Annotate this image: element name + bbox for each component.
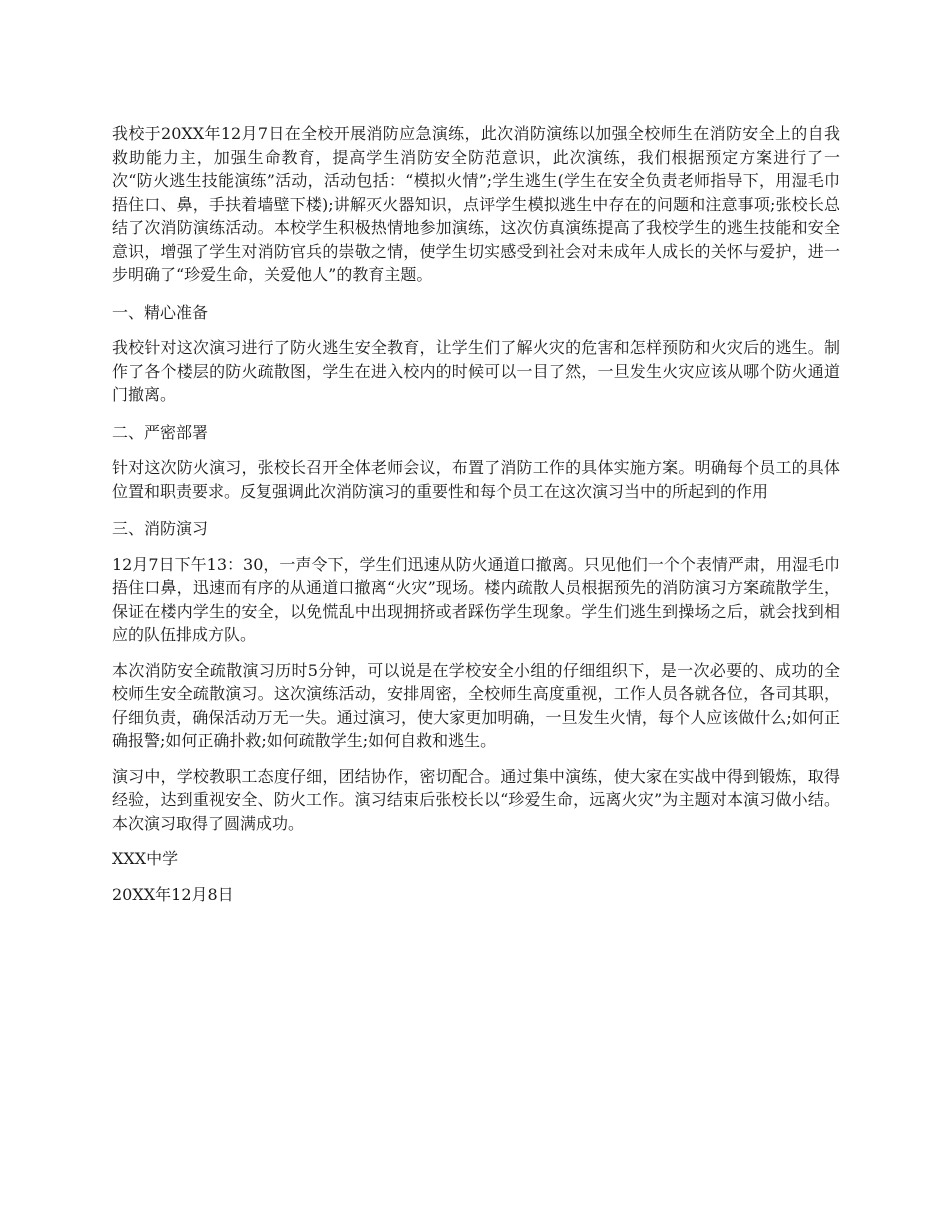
- signature-date: 20XX年12月8日: [112, 884, 234, 904]
- section-text-preparation: 我校针对这次演习进行了防火逃生安全教育，让学生们了解火灾的危害和怎样预防和火灾后的逃生。制作了各个楼层的防火疏散图，学生在进入校内的时候可以一目了然，一旦发生火灾应该从哪个防火通道门撤离。: [112, 338, 840, 404]
- section-heading-preparation: 一、精心准备: [112, 302, 209, 322]
- intro-paragraph: 我校于20XX年12月7日在全校开展消防应急演练，此次消防演练以加强全校师生在消防安全上的自我救助能力主，加强生命教育，提高学生消防安全防范意识，此次演练，我们根据预定方案进行了一次“防火逃生技能演练”活动，活动包括：“模拟火情”;学生逃生(学生在安全负责老师指导下，用湿毛巾捂住口、鼻，手扶着墙壁下楼);讲解灭火器知识，点评学生模拟逃生中存在的问题和注意事项;张校长总结了次消防演练活动。本校学生积极热情地参加演练，这次仿真演练提高了我校学生的逃生技能和安全意识，增强了学生对消防官兵的崇敬之情，使学生切实感受到社会对未成年人成长的关怀与爱护，进一步明确了“珍爱生命，关爱他人”的教育主题。: [112, 124, 840, 284]
- section-text-drill: 12月7日下午13：30，一声令下，学生们迅速从防火通道口撤离。只见他们一个个表情严肃，用湿毛巾捂住口鼻，迅速而有序的从通道口撤离“火灾”现场。楼内疏散人员根据预先的消防演习方案疏散学生，保证在楼内学生的安全，以免慌乱中出现拥挤或者踩伤学生现象。学生们逃生到操场之后，就会找到相应的队伍排成方队。: [112, 554, 840, 644]
- section-heading-drill: 三、消防演习: [112, 519, 209, 538]
- summary-paragraph-2: 演习中，学校教职工态度仔细，团结协作，密切配合。通过集中演练，使大家在实战中得到锻炼，取得经验，达到重视安全、防火工作。演习结束后张校长以“珍爱生命，远离火灾”为主题对本演习做小结。本次演习取得了圆满成功。: [112, 766, 840, 833]
- signature-organization: XXX中学: [112, 849, 179, 868]
- section-text-deployment: 针对这次防火演习，张校长召开全体老师会议，布置了消防工作的具体实施方案。明确每个员工的具体位置和职责要求。反复强调此次消防演习的重要性和每个员工在这次演习当中的所起到的作用: [112, 458, 840, 501]
- document-body: [112, 122, 840, 918]
- section-heading-deployment: 二、严密部署: [112, 422, 209, 442]
- summary-paragraph-1: 本次消防安全疏散演习历时5分钟，可以说是在学校安全小组的仔细组织下，是一次必要的、成功的全校师生安全疏散演习。这次演练活动，安排周密，全校师生高度重视，工作人员各就各位，各司其职，仔细负责，确保活动万无一失。通过演习，使大家更加明确，一旦发生火情，每个人应该做什么;如何正确报警;如何正确扑救;如何疏散学生;如何自救和逃生。: [112, 660, 840, 750]
